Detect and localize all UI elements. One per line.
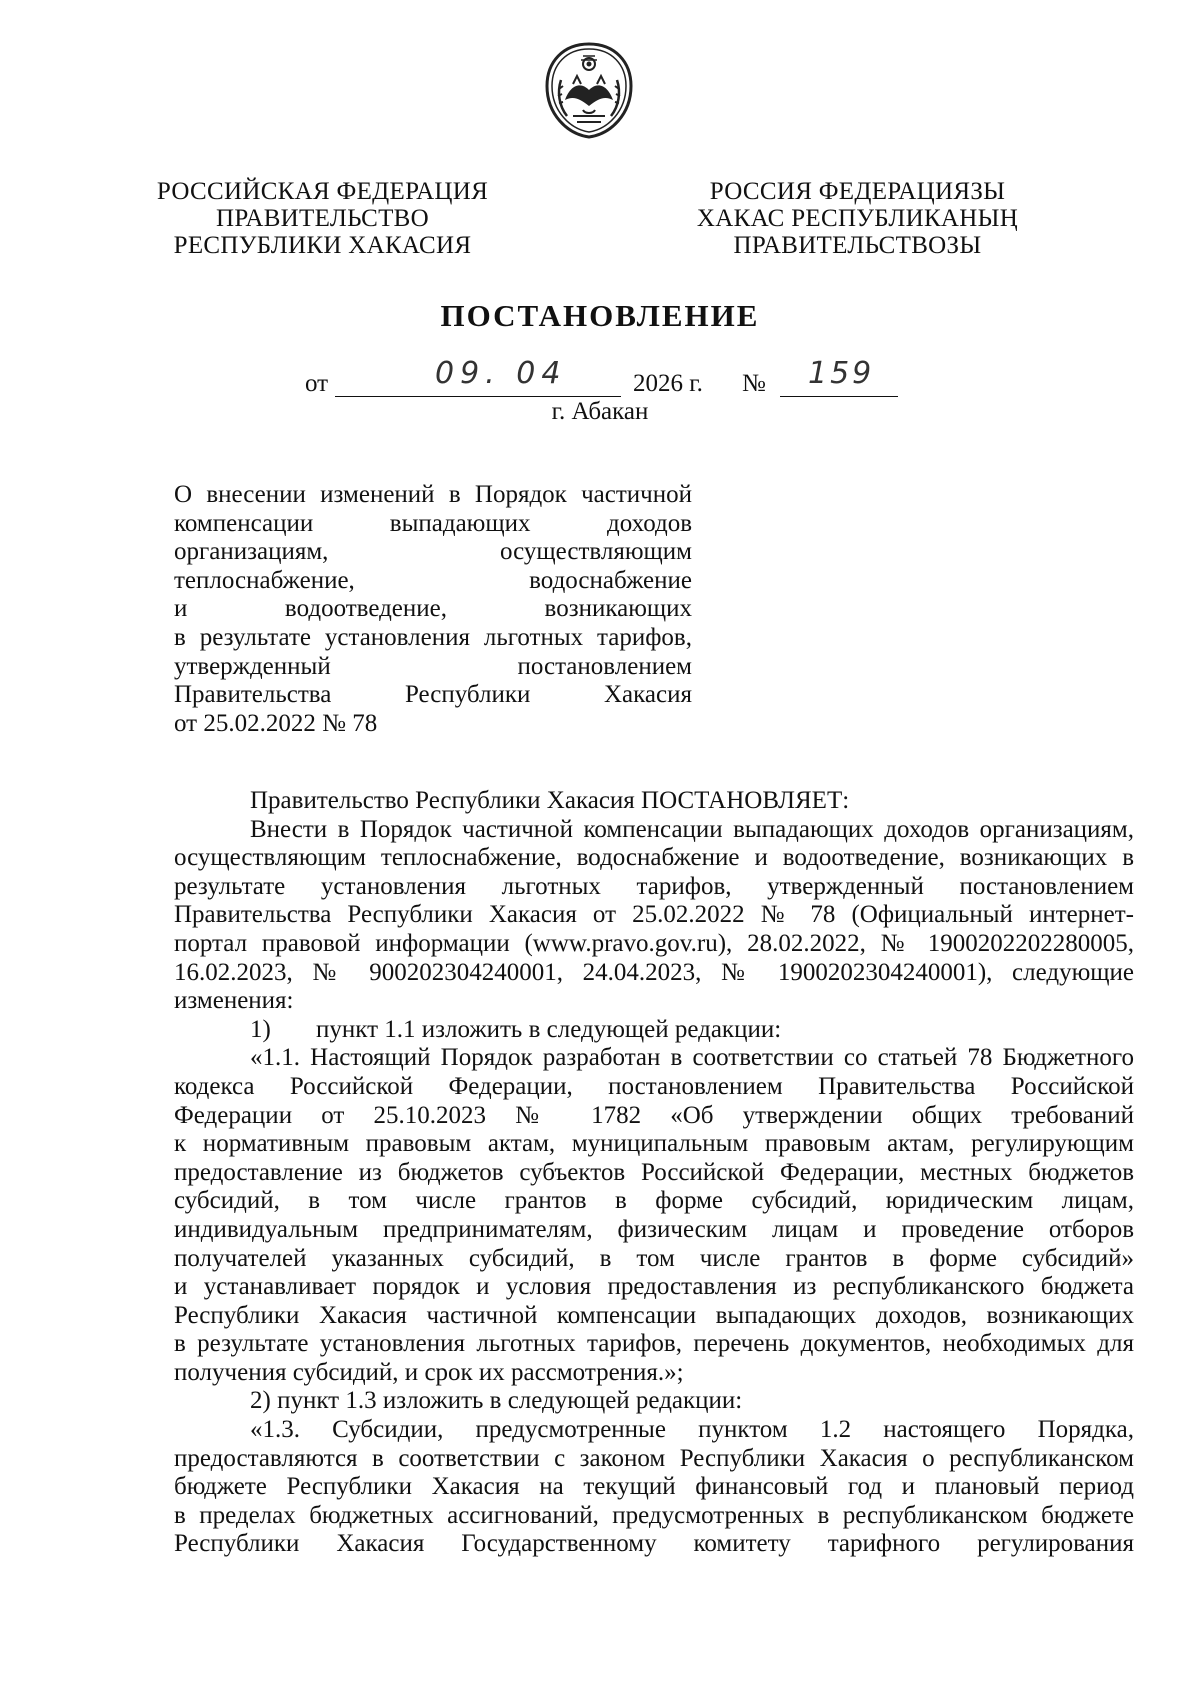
header-left-line: ПРАВИТЕЛЬСТВО <box>215 205 430 232</box>
handwritten-number: 159 <box>808 356 875 391</box>
paragraph-line: Правительства Республики Хакасия от 25.02.2022 № 78 (Официальный интернет- <box>174 901 1134 929</box>
body-text <box>174 787 1134 1559</box>
city-label: г. Абакан <box>551 398 649 425</box>
header-left-line: РОССИЙСКАЯ ФЕДЕРАЦИЯ <box>156 178 489 205</box>
subject-line: организациям, осуществляющим <box>174 538 692 566</box>
paragraph-line: предоставление из бюджетов субъектов Российской Федерации, местных бюджетов <box>174 1158 1134 1186</box>
subject-line: и водоотведение, возникающих <box>174 595 692 623</box>
subject-line: О внесении изменений в Порядок частичной <box>174 481 692 508</box>
paragraph-line: Республики Хакасия Государственному комитету тарифного регулирования <box>174 1530 1134 1558</box>
list-item-text: пункт 1.1 изложить в следующей редакции: <box>316 1015 782 1043</box>
subject-line: от 25.02.2022 № 78 <box>174 709 378 737</box>
subject-line: теплоснабжение, водоснабжение <box>174 566 692 594</box>
paragraph-line: и устанавливает порядок и условия предоставления из республиканского бюджета <box>174 1273 1134 1301</box>
paragraph-line: индивидуальным предпринимателям, физическим лицам и проведение отборов <box>174 1215 1134 1243</box>
paragraph-line: получения субсидий, и срок их рассмотрения.»; <box>174 1358 684 1386</box>
header-right-line: ХАКАС РЕСПУБЛИКАНЫҢ <box>696 205 1019 232</box>
paragraph-line: Внести в Порядок частичной компенсации выпадающих доходов организациям, <box>250 815 1134 843</box>
year-label: 2026 г. <box>633 370 703 397</box>
paragraph-line: результате установления льготных тарифов, утвержденный постановлением <box>174 872 1134 900</box>
coat-of-arms-emblem <box>543 40 635 140</box>
subject-line: компенсации выпадающих доходов <box>174 509 692 537</box>
header-right-khakas <box>690 178 1025 259</box>
paragraph-line: осуществляющим теплоснабжение, водоснабжение и водоотведение, возникающих в <box>174 844 1134 872</box>
paragraph-line: портал правовой информации (www.pravo.gov.ru), 28.02.2022, № 1900202202280005, <box>174 929 1134 957</box>
paragraph-line: в результате установления льготных тарифов, перечень документов, необходимых для <box>174 1330 1134 1358</box>
paragraph-line: «1.1. Настоящий Порядок разработан в соответствии со статьей 78 Бюджетного <box>250 1044 1134 1072</box>
subject-line: в результате установления льготных тарифов, <box>174 623 692 651</box>
header-right-line: ПРАВИТЕЛЬСТВОЗЫ <box>733 232 982 259</box>
subject-line: Правительства Республики Хакасия <box>174 681 692 709</box>
date-field <box>335 356 621 397</box>
paragraph-line: Республики Хакасия частичной компенсации выпадающих доходов, возникающих <box>174 1301 1134 1329</box>
subject-block <box>174 481 692 738</box>
preamble: Правительство Республики Хакасия ПОСТАНОВЛЯЕТ: <box>250 787 850 814</box>
paragraph-line: предоставляются в соответствии с законом Республики Хакасия о республиканском <box>174 1444 1134 1472</box>
list-item-number: 1) <box>250 1015 271 1043</box>
paragraph-line: в пределах бюджетных ассигнований, предусмотренных в республиканском бюджете <box>174 1501 1134 1529</box>
document-title: ПОСТАНОВЛЕНИЕ <box>440 298 760 333</box>
header-left-russian <box>150 178 495 259</box>
header-left-line: РЕСПУБЛИКИ ХАКАСИЯ <box>173 232 472 259</box>
header-right-line: РОССИЯ ФЕДЕРАЦИЯЗЫ <box>709 178 1006 205</box>
paragraph-line: к нормативным правовым актам, муниципальным правовым актам, регулирующим <box>174 1130 1134 1158</box>
number-field <box>780 356 898 397</box>
handwritten-date: 09. 04 <box>435 356 567 391</box>
paragraph-line: субсидий, в том числе грантов в форме субсидий, юридическим лицам, <box>174 1187 1134 1215</box>
paragraph-line: кодекса Российской Федерации, постановлением Правительства Российской <box>174 1072 1134 1100</box>
paragraph-line: Федерации от 25.10.2023 № 1782 «Об утверждении общих требований <box>174 1101 1134 1129</box>
subject-line: утвержденный постановлением <box>174 652 692 680</box>
paragraph-line: бюджете Республики Хакасия на текущий финансовый год и плановый период <box>174 1473 1134 1501</box>
list-item-2: 2) пункт 1.3 изложить в следующей редакции: <box>250 1387 743 1415</box>
from-label: от <box>305 370 329 397</box>
paragraph-line: получателей указанных субсидий, в том числе грантов в форме субсидий» <box>174 1244 1134 1272</box>
paragraph-line: изменения: <box>174 987 294 1015</box>
list-item-1 <box>174 1016 1134 1045</box>
paragraph-line: 16.02.2023, № 900202304240001, 24.04.2023, № 1900202304240001), следующие <box>174 958 1134 986</box>
paragraph-line: «1.3. Субсидии, предусмотренные пунктом 1.2 настоящего Порядка, <box>250 1416 1134 1444</box>
number-sign-label: № <box>742 370 766 397</box>
